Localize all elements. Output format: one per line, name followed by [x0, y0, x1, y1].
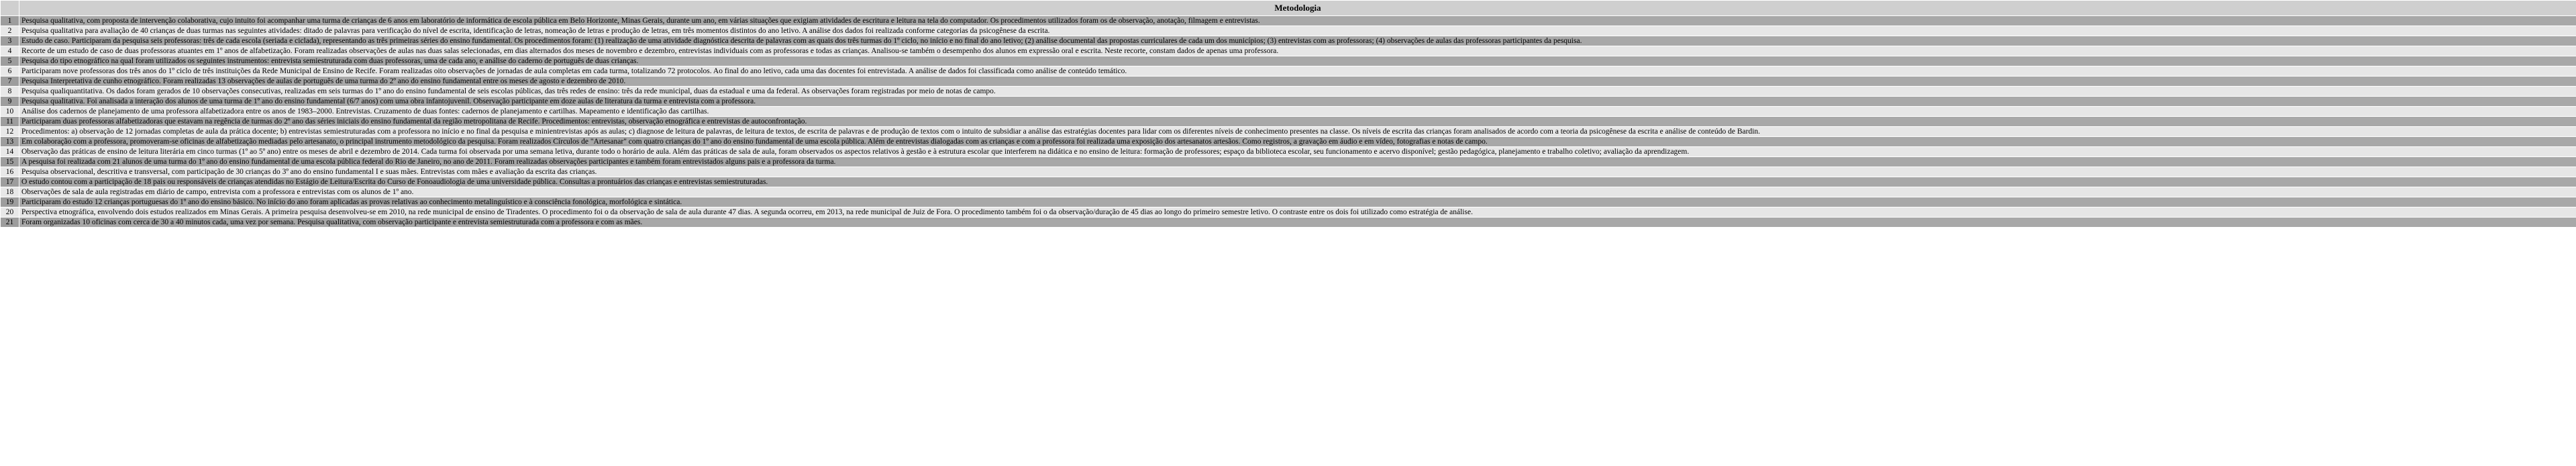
row-methodology-text: Recorte de um estudo de caso de duas professoras atuantes em 1º anos de alfabetização. Foram realizadas observações de aulas nas duas salas selecionadas, em dias alternados dos meses de novembro e dezembro, entrevistas individuais com as professoras e todas as crianças. Analisou-se também o desempenho dos alunos em expressão oral e escrita. Neste recorte, constam dados de apenas uma professora. — [19, 46, 2576, 56]
row-methodology-text: Estudo de caso. Participaram da pesquisa seis professoras: três de cada escola (seriada e ciclada), representando as três primeiras séries do ensino fundamental. Os procedimentos foram: (1) realização de uma atividade diagnóstica descrita de palavras com as quais dos três turmas do 1º ciclo, no início e no final do ano letivo; (2) análise documental das propostas curriculares de cada um dos municípios; (3) entrevistas com as professoras; (4) observações de aulas das professoras participantes da pesquisa. — [19, 36, 2576, 46]
row-methodology-text: Procedimentos: a) observação de 12 jornadas completas de aula da prática docente; b) entrevistas semiestruturadas com a professora no início e no final da pesquisa e minientrevistas após as aulas; c) diagnose de leitura de palavras, de leitura de textos, de escrita de palavras e de produção de textos com o intuito de subsidiar a análise das estratégias docentes para lidar com os diferentes níveis de conhecimento presentes na classe. Os níveis de escrita das crianças foram analisados de acordo com a teoria da psicogênese da escrita e análise de conteúdo de Bardin. — [19, 127, 2576, 137]
row-methodology-text: Análise dos cadernos de planejamento de uma professora alfabetizadora entre os anos de 1983–2000. Entrevistas. Cruzamento de duas fontes: cadernos de planejamento e cartilhas. Mapeamento e identificação das cartilhas. — [19, 107, 2576, 117]
table-body — [1, 16, 2576, 228]
row-number: 9 — [1, 97, 19, 107]
row-methodology-text: A pesquisa foi realizada com 21 alunos de uma turma do 1º ano do ensino fundamental de uma escola pública federal do Rio de Janeiro, no ano de 2011. Foram realizadas observações participantes e também foram entrevistados alguns pais e a professora da turma. — [19, 157, 2576, 167]
row-methodology-text: Observações de sala de aula registradas em diário de campo, entrevista com a professora e entrevistas com os alunos de 1º ano. — [19, 187, 2576, 197]
header-row — [1, 1, 2576, 16]
row-methodology-text: Observação das práticas de ensino de leitura literária em cinco turmas (1º ao 5º ano) entre os meses de abril e dezembro de 2014. Cada turma foi observada por uma semana letiva, durante todo o horário de aula. Além das práticas de sala de aula, foram observados os aspectos relativos à gestão e à estrutura escolar que interferem na didática e no ensino de leitura: formação de professores; espaço da biblioteca escolar, seu funcionamento e acervo disponível; gestão pedagógica, planejamento e trabalho coletivo; avaliação da aprendizagem. — [19, 147, 2576, 157]
row-number: 18 — [1, 187, 19, 197]
row-number: 13 — [1, 137, 19, 147]
row-number: 19 — [1, 197, 19, 207]
metodologia-table — [0, 0, 2576, 228]
table-row — [1, 107, 2576, 117]
table-row — [1, 97, 2576, 107]
row-methodology-text: Foram organizadas 10 oficinas com cerca de 30 a 40 minutos cada, uma vez por semana. Pesquisa qualitativa, com observação participante e entrevista semiestruturada com a professora e com as mães. — [19, 218, 2576, 228]
row-number: 16 — [1, 167, 19, 177]
row-number: 17 — [1, 177, 19, 187]
row-number: 6 — [1, 66, 19, 77]
row-methodology-text: Perspectiva etnográfica, envolvendo dois estudos realizados em Minas Gerais. A primeira pesquisa desenvolveu-se em 2010, na rede municipal de ensino de Tiradentes. O procedimento foi o da observação de sala de aula durante 47 dias. A segunda ocorreu, em 2013, na rede municipal de Juiz de Fora. O procedimento também foi o da observação/duração de 45 dias ao longo do primeiro semestre letivo. O contraste entre os dois foi utilizado como estratégia de análise. — [19, 207, 2576, 218]
row-number: 1 — [1, 16, 19, 26]
row-methodology-text: Pesquisa observacional, descritiva e transversal, com participação de 30 crianças do 3º ano do ensino fundamental I e suas mães. Entrevistas com mães e avaliação da escrita das crianças. — [19, 167, 2576, 177]
table-row — [1, 16, 2576, 26]
row-number: 10 — [1, 107, 19, 117]
row-number: 2 — [1, 26, 19, 36]
row-methodology-text: Pesquisa qualitativa, com proposta de intervenção colaborativa, cujo intuito foi acompanhar uma turma de crianças de 6 anos em laboratório de informática de escola pública em Belo Horizonte, Minas Gerais, durante um ano, em várias situações que exigiam atividades de escritura e leitura na tela do computador. Os procedimentos utilizados foram os de observação, anotação, filmagem e entrevistas. — [19, 16, 2576, 26]
row-number: 14 — [1, 147, 19, 157]
table-row — [1, 87, 2576, 97]
metodologia-table-container — [0, 0, 2576, 228]
row-number: 12 — [1, 127, 19, 137]
row-methodology-text: Pesquisa qualitativa. Foi analisada a interação dos alunos de uma turma de 1º ano do ensino fundamental (6/7 anos) com uma obra infantojuvenil. Observação participante em doze aulas de literatura da turma e entrevista com a professora. — [19, 97, 2576, 107]
header-number-column — [1, 1, 19, 16]
table-row — [1, 197, 2576, 207]
row-number: 3 — [1, 36, 19, 46]
table-row — [1, 77, 2576, 87]
table-row — [1, 187, 2576, 197]
row-methodology-text: Participaram nove professoras dos três anos do 1º ciclo de três instituições da Rede Municipal de Ensino de Recife. Foram realizadas oito observações de jornadas de aula completas em cada turma, totalizando 72 protocolos. Ao final do ano letivo, cada uma das docentes foi entrevistada. A análise de dados foi classificada como análise de conteúdo temático. — [19, 66, 2576, 77]
row-methodology-text: Em colaboração com a professora, promoveram-se oficinas de alfabetização mediadas pelo artesanato, o principal instrumento metodológico da pesquisa. Foram realizados Círculos de "Artesanar" com quatro crianças do 1º ano do ensino fundamental de uma escola pública. Além de entrevistas dialogadas com as crianças e com a professora foi realizada uma exposição dos artesanatos artesãos. Como registros, a gravação em áudio e em vídeo, fotografias e notas de campo. — [19, 137, 2576, 147]
row-number: 5 — [1, 56, 19, 66]
table-row — [1, 167, 2576, 177]
header-title-metodologia: Metodologia — [19, 1, 2576, 16]
table-row — [1, 127, 2576, 137]
row-methodology-text: Pesquisa do tipo etnográfico na qual foram utilizados os seguintes instrumentos: entrevista semiestruturada com duas professoras, uma de cada ano, e análise do caderno de português de duas crianças. — [19, 56, 2576, 66]
row-methodology-text: Pesquisa qualitativa para avaliação de 40 crianças de duas turmas nas seguintes atividades: ditado de palavras para verificação do nível de escrita, identificação de letras, nomeação de letras e produção de letras, em três momentos distintos do ano letivo. A análise dos dados foi realizada conforme categorias da psicogênese da escrita. — [19, 26, 2576, 36]
row-number: 21 — [1, 218, 19, 228]
table-row — [1, 117, 2576, 127]
table-row — [1, 36, 2576, 46]
table-row — [1, 207, 2576, 218]
table-row — [1, 147, 2576, 157]
table-row — [1, 177, 2576, 187]
row-methodology-text: Participaram do estudo 12 crianças portuguesas do 1º ano do ensino básico. No início do ano foram aplicadas as provas relativas ao conhecimento metalinguístico e à consciência fonológica, morfológica e sintática. — [19, 197, 2576, 207]
table-row — [1, 26, 2576, 36]
table-row — [1, 137, 2576, 147]
row-number: 4 — [1, 46, 19, 56]
table-row — [1, 56, 2576, 66]
table-row — [1, 218, 2576, 228]
row-number: 8 — [1, 87, 19, 97]
row-methodology-text: O estudo contou com a participação de 18 pais ou responsáveis de crianças atendidas no Estágio de Leitura/Escrita do Curso de Fonoaudiologia de uma universidade pública. Consultas a prontuários das crianças e entrevistas semiestruturadas. — [19, 177, 2576, 187]
row-methodology-text: Pesquisa Interpretativa de cunho etnográfico. Foram realizadas 13 observações de aulas de português de uma turma do 2º ano do ensino fundamental entre os meses de agosto e dezembro de 2010. — [19, 77, 2576, 87]
row-number: 15 — [1, 157, 19, 167]
row-number: 7 — [1, 77, 19, 87]
table-row — [1, 66, 2576, 77]
table-row — [1, 157, 2576, 167]
row-number: 11 — [1, 117, 19, 127]
row-number: 20 — [1, 207, 19, 218]
table-row — [1, 46, 2576, 56]
row-methodology-text: Participaram duas professoras alfabetizadoras que estavam na regência de turmas do 2º ano das séries iniciais do ensino fundamental da região metropolitana de Recife. Procedimentos: entrevistas, observação etnográfica e entrevistas de autoconfrontação. — [19, 117, 2576, 127]
row-methodology-text: Pesquisa qualiquantitativa. Os dados foram gerados de 10 observações consecutivas, realizadas em seis turmas do 1º ano do ensino fundamental de seis escolas públicas, das três redes de ensino: três da rede municipal, duas da estadual e uma da federal. As observações foram registradas por meio de notas de campo. — [19, 87, 2576, 97]
table-header — [1, 1, 2576, 16]
